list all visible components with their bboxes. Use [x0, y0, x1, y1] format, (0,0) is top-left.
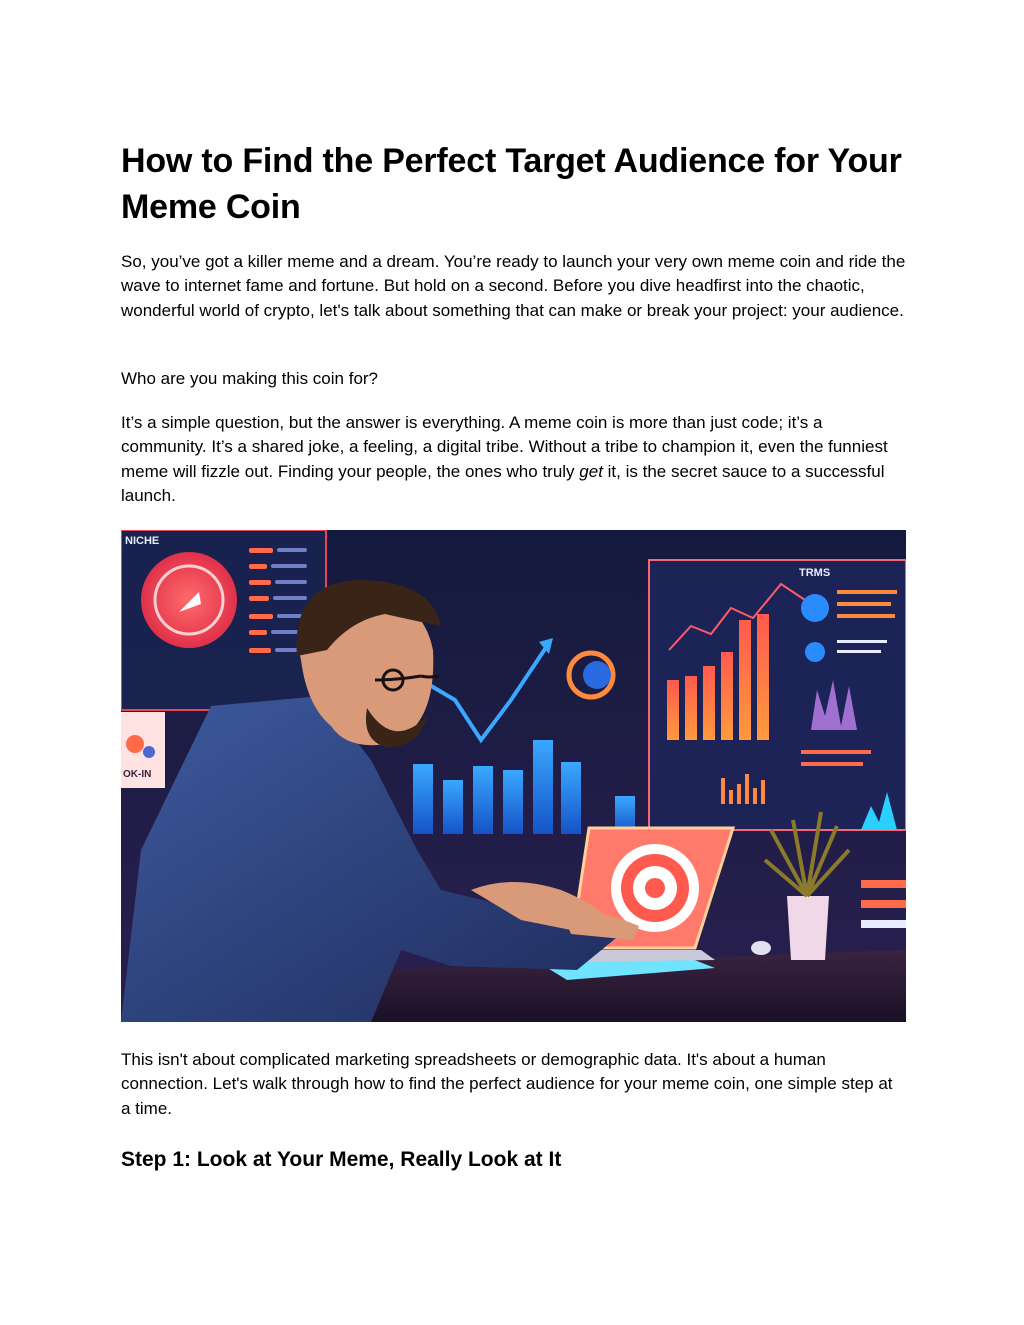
- wall-sign-label: OK-IN: [123, 769, 152, 780]
- left-screen: [121, 530, 326, 710]
- community-text-end: it, is the secret sauce to a successful launch.: [121, 461, 885, 505]
- right-dashboard-label: TRMS: [799, 567, 831, 579]
- after-image-paragraph: This isn't about complicated marketing spreadsheets or demographic data. It's about a human connection. Let's walk through how to find the perfect audience for your meme coin, one simple step at a time.: [121, 1050, 893, 1118]
- hero-illustration: [121, 530, 906, 1022]
- intro-paragraph: So, you’ve got a killer meme and a dream. You’re ready to launch your very own meme coin and ride the wave to internet fame and fortune. But hold on a second. Before you dive headfirst into the chaotic, wonderful world of crypto, let's talk about something that can make or break your project: your audience.: [121, 252, 906, 320]
- step-1-heading: Step 1: Look at Your Meme, Really Look at It: [121, 1148, 562, 1171]
- question-paragraph: Who are you making this coin for?: [121, 369, 379, 388]
- emphasis-get: get: [579, 461, 603, 481]
- left-screen-label: NICHE: [125, 535, 160, 547]
- wall-sign: [121, 712, 165, 788]
- community-text-start: It’s a simple question, but the answer is everything. A meme coin is more than just code; it’s a community. It’s a shared joke, a feeling, a digital tribe. Without a tribe to champion it, even the funniest meme will fizzle out. Finding your people, the ones who truly: [121, 413, 888, 481]
- illustration-canvas: [121, 530, 906, 1022]
- article-title: How to Find the Perfect Target Audience for Your Meme Coin: [121, 142, 902, 226]
- community-paragraph: [121, 411, 906, 508]
